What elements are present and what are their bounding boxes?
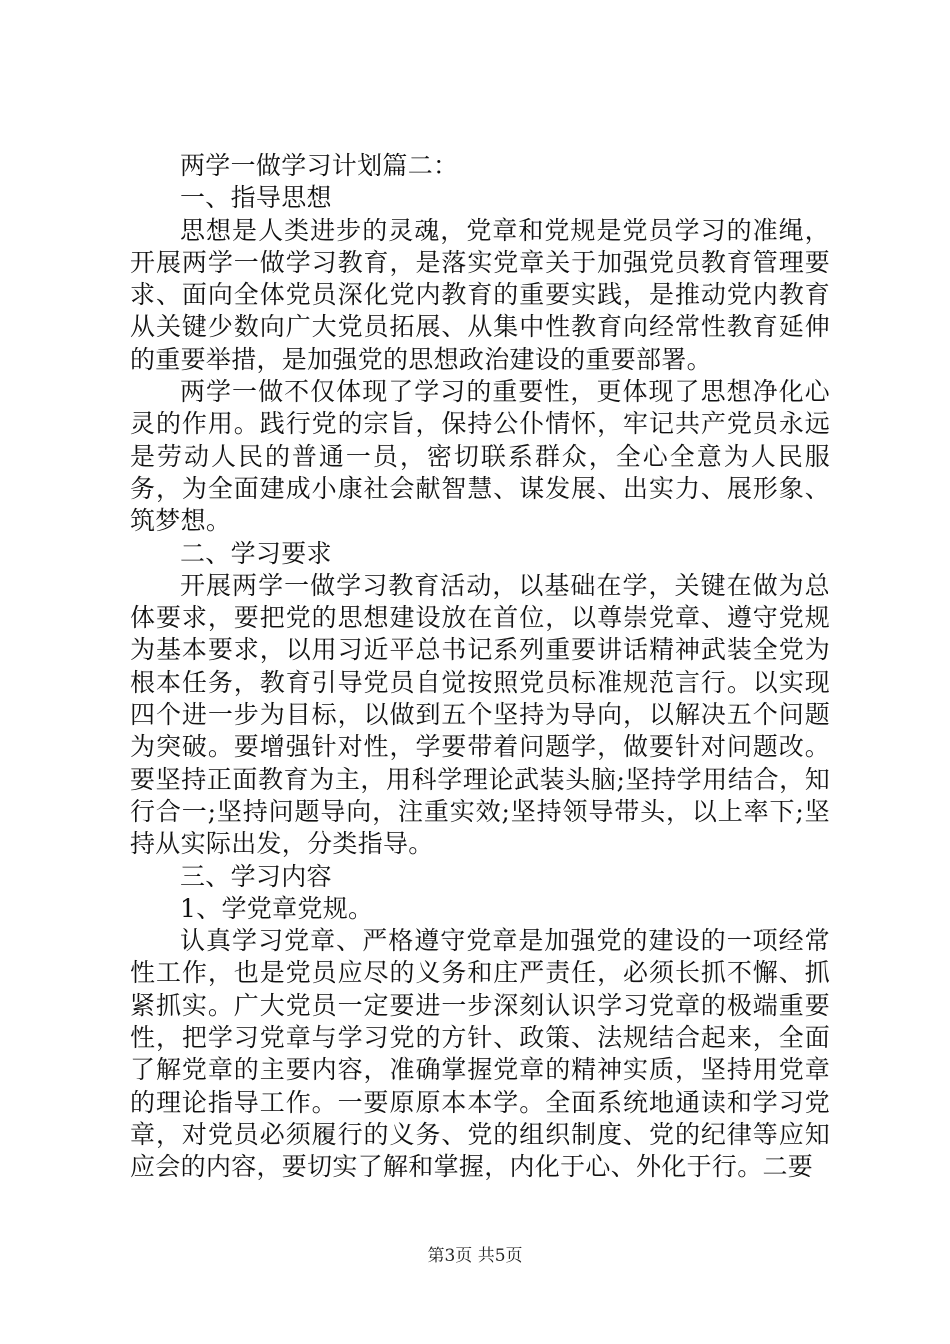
heading-guiding-ideology: 一、指导思想 [180,183,332,213]
heading-study-requirements: 二、学习要求 [180,538,332,568]
document-body [130,150,830,1184]
paragraph-two-studies: 两学一做不仅体现了学习的重要性，更体现了思想净化心灵的作用。践行党的宗旨，保持公仆情怀，牢记共产党员永远是劳动人民的普通一员，密切联系群众，全心全意为人民服务，为全面建成小康社会献智慧、谋发展、出实力、展形象、筑梦想。 [130,377,830,536]
paragraph-guiding-ideology: 思想是人类进步的灵魂，党章和党规是党员学习的准绳，开展两学一做学习教育，是落实党章关于加强党员教育管理要求、面向全体党员深化党内教育的重要实践，是推动党内教育从关键少数向广大党员拓展、从集中性教育向经常性教育延伸的重要举措，是加强党的思想政治建设的重要部署。 [130,215,830,374]
paragraph-study-requirements: 开展两学一做学习教育活动，以基础在学，关键在做为总体要求，要把党的思想建设放在首位，以尊崇党章、遵守党规为基本要求，以用习近平总书记系列重要讲话精神武装全党为根本任务，教育引导党员自觉按照党员标准规范言行。以实现四个进一步为目标，以做到五个坚持为导向，以解决五个问题为突破。要增强针对性，学要带着问题学，做要针对问题改。要坚持正面教育为主，用科学理论武装头脑;坚持学用结合，知行合一;坚持问题导向，注重实效;坚持领导带头，以上率下;坚持从实际出发，分类指导。 [130,570,830,859]
page-number: 第3页 共5页 [427,1246,523,1266]
heading-study-content: 三、学习内容 [180,861,332,891]
section-title: 两学一做学习计划篇二： [180,151,459,180]
paragraph-party-constitution: 认真学习党章、严格遵守党章是加强党的建设的一项经常性工作，也是党员应尽的义务和庄严责任，必须长抓不懈、抓紧抓实。广大党员一定要进一步深刻认识学习党章的极端重要性，把学习党章与学习党的方针、政策、法规结合起来，全面了解党章的主要内容，准确掌握党章的精神实质，坚持用党章的理论指导工作。一要原原本本学。全面系统地通读和学习党章，对党员必须履行的义务、党的组织制度、党的纪律等应知应会的内容，要切实了解和掌握，内化于心、外化于行。二要 [130,926,830,1182]
subheading-party-constitution: 1、学党章党规。 [180,893,374,923]
